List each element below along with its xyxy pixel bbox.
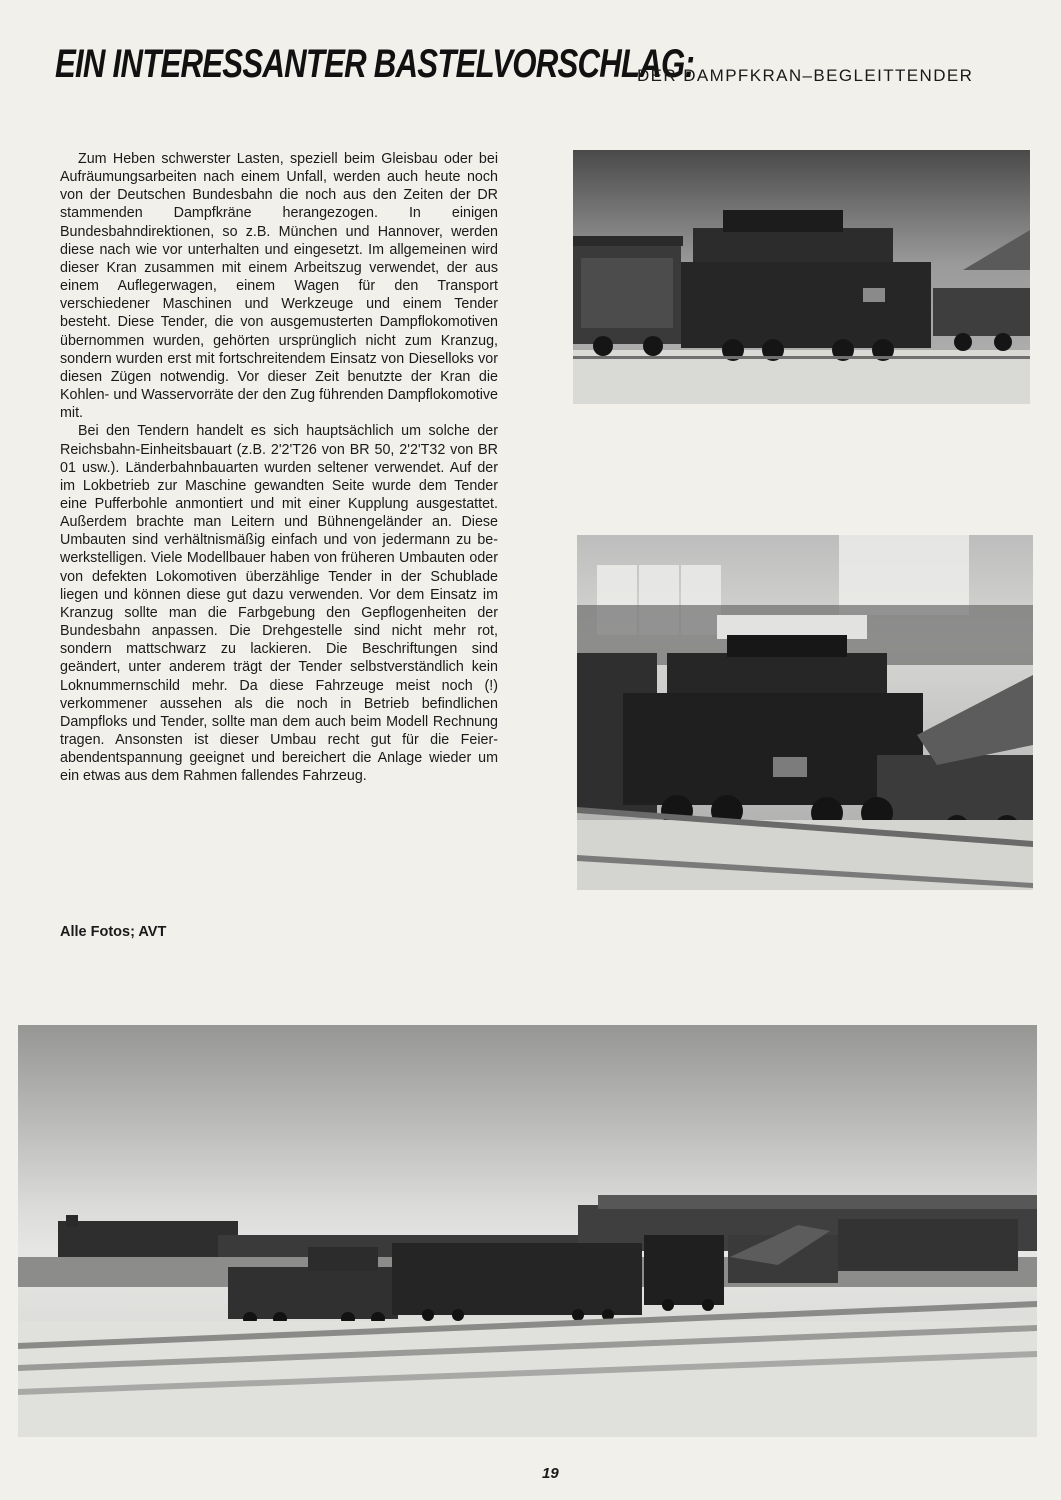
tender-photo <box>573 150 1030 404</box>
subheadline: DER DAMPFKRAN–BEGLEITTENDER <box>637 66 974 85</box>
page-number: 19 <box>542 1465 559 1482</box>
train-panorama-photo <box>18 1025 1037 1437</box>
article-body <box>60 150 498 785</box>
article-paragraph: Bei den Tendern handelt es sich hauptsächlich um solche der Reichsbahn-Einheitsbauart (z.B. 2'2'T26 von BR 50, 2'2'T32 von BR 01 usw.). Länderbahnbauarten wurden seltener verwendet. Auf der im Lokbetrieb zur Maschine gewandten Seite wurde dem Tender eine Pufferbohle anmontiert und mit einer Kupplung ausgestattet. Außerdem brachte man Leitern und Bühnengeländer an. Diese Umbauten sind verhältnismäßig einfach und von jedermann zu bewerkstelligen. Viele Modellbauer haben von früheren Umbauten oder von defekten Lokomotiven überzählige Tender in der Schublade liegen und können diese gut dazu verwenden. Vor dem Einsatz im Kranzug sollte man die Farbgebung den Gepflogenheiten der Bundesbahn anpassen. Die Drehgestelle sind nicht mehr rot, sondern mattschwarz zu lackieren. Die Beschriftungen sind geändert, unter anderem trägt der Tender selbstverständlich kein Loknummernschild mehr. Da diese Fahrzeuge meist noch (!) verkommener aussehen als die noch in Betrieb befindlichen Dampfloks und Tender, sollte man dem auch beim Modell Rechnung tragen. Ansonsten ist dieser Umbau recht gut für die Feierabendentspannung geeignet und bereichert die Anlage wieder um ein etwas aus dem Rahmen fallendes Fahrzeug. <box>60 423 498 785</box>
article-paragraph: Zum Heben schwerster Lasten, speziell beim Gleisbau oder bei Aufräumungsarbeiten nach einem Unfall, werden auch heute noch von der Deutschen Bundesbahn die noch aus den Zeiten der DR stammenden Dampfkräne herangezogen. In einigen Bundesbahndirektionen, so z.B. München und Hannover, werden diese nach wie vor unterhalten und eingesetzt. Im allgemeinen wird dieser Kran zusammen mit einem Arbeitszug verwendet, der aus einem Auflegerwagen, einem Wagen für den Transport verschiedener Maschinen und Werkzeuge und einem Tender besteht. Diese Tender, die von ausgemusterten Dampflokomotiven übernommen wurden, gehörten ursprünglich nicht zum Kranzug, sondern wurden erst mit fortschreitendem Einsatz von Dieselloks vor diesen Zügen notwendig. Vor dieser Zeit benutzte der Kran die Kohlen- und Wasservorräte der den Zug führenden Dampflokomotive mit. <box>60 151 498 422</box>
tender-yard-photo <box>577 535 1033 890</box>
photo-credit: Alle Fotos; AVT <box>60 924 167 940</box>
headline: EIN INTERESSANTER BASTELVORSCHLAG: <box>55 42 695 86</box>
